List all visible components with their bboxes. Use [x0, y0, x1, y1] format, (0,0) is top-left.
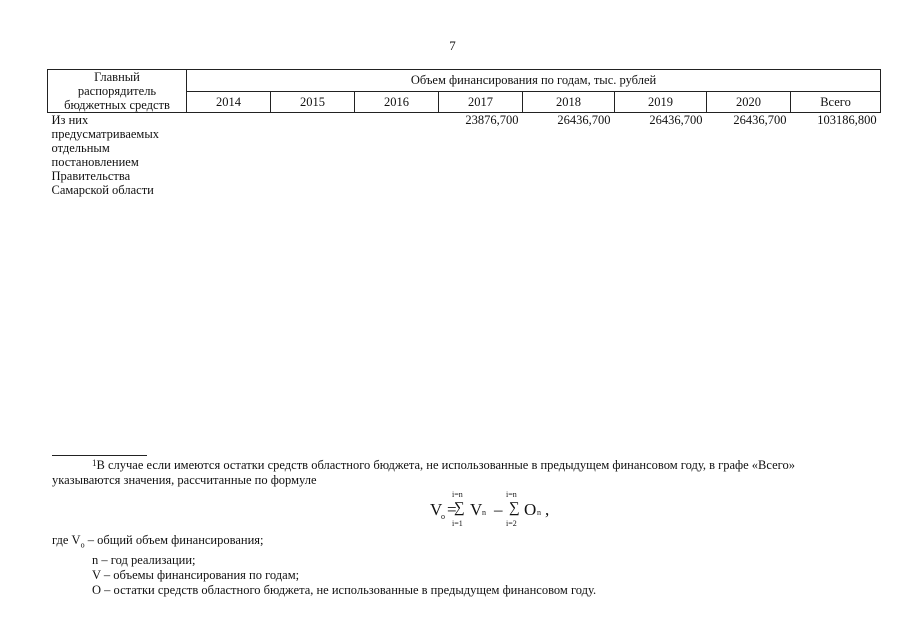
- footnote-separator: [52, 455, 147, 456]
- header-main-distributor: Главный распорядитель бюджетных средств: [48, 70, 187, 113]
- formula-sigma-1: ∑: [454, 500, 465, 516]
- cell-2019: 26436,700: [649, 113, 703, 127]
- cell-2018: 26436,700: [557, 113, 611, 127]
- cell-2014: [187, 113, 271, 198]
- header-year: 2016: [355, 91, 439, 113]
- row-label: Из них предусматриваемых отдельным постановлением Правительства Самарской области: [51, 113, 159, 197]
- cell-total: 103186,800: [817, 113, 877, 127]
- header-year: 2019: [615, 91, 707, 113]
- header-total: Всего: [791, 91, 881, 113]
- formula-term1: V: [470, 500, 483, 519]
- formula-sigma-2: ∑: [509, 500, 520, 516]
- header-year: 2015: [271, 91, 355, 113]
- formula-lhs: V: [430, 500, 443, 519]
- cell-2015: [271, 113, 355, 198]
- formula-sum2-top: i=n: [506, 490, 517, 499]
- header-year: 2017: [439, 91, 523, 113]
- formula-sum1-bottom: i=1: [452, 519, 463, 528]
- formula-eq: =: [447, 500, 457, 519]
- footnote-marker: 1: [92, 458, 97, 468]
- formula-term2-sub: n: [537, 508, 541, 517]
- cell-2016: [355, 113, 439, 198]
- formula-minus: –: [494, 500, 503, 519]
- financing-table: [47, 69, 881, 197]
- header-year: 2020: [707, 91, 791, 113]
- explanation-n: n – год реализации;: [92, 552, 196, 567]
- table-row: [48, 113, 881, 198]
- formula-sum1-top: i=n: [452, 490, 463, 499]
- explanation-v: V – объемы финансирования по годам;: [92, 567, 300, 582]
- formula-term1-sub: n: [482, 508, 486, 517]
- footnote: [52, 458, 852, 488]
- formula-explanation: [52, 533, 596, 598]
- footnote-text-2: указываются значения, рассчитанные по формуле: [52, 473, 317, 487]
- formula-term2: O: [524, 500, 537, 519]
- header-financing-group: Объем финансирования по годам, тыс. рублей: [187, 70, 881, 92]
- header-year: 2018: [523, 91, 615, 113]
- formula-comma: ,: [545, 500, 550, 519]
- page-number: 7: [449, 38, 456, 53]
- formula: [430, 488, 630, 528]
- footnote-text-1: В случае если имеются остатки средств областного бюджета, не использованные в предыдущем финансовом году, в графе «Всего»: [96, 458, 795, 472]
- formula-lhs-sub: o: [441, 512, 445, 521]
- explanation-o: O – остатки средств областного бюджета, не использованные в предыдущем финансовом году.: [92, 582, 597, 597]
- cell-2020: 26436,700: [733, 113, 787, 127]
- cell-2017: 23876,700: [465, 113, 519, 127]
- formula-sum2-bottom: i=2: [506, 519, 517, 528]
- explanation-vo: где $V_o$ – общий объем финансирования;: [52, 533, 264, 550]
- header-year: 2014: [187, 91, 271, 113]
